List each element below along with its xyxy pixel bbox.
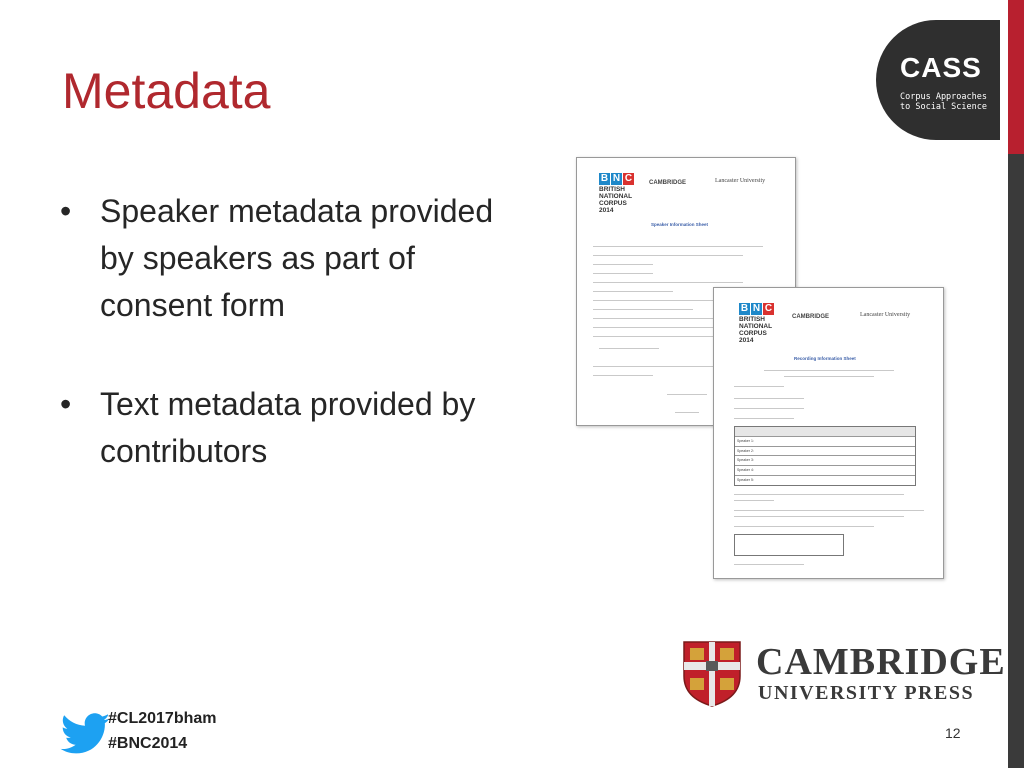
form-line [734, 510, 924, 511]
mini-lancaster-logo: Lancaster University [860, 312, 911, 318]
speaker-table-row: Speaker 4: [735, 466, 915, 476]
bnc-letter: C [764, 303, 773, 314]
form-line [734, 386, 784, 387]
recording-information-sheet-image [713, 287, 944, 579]
cass-logo-subtitle: Corpus Approaches to Social Science [900, 92, 987, 112]
form-line [593, 375, 653, 376]
form-line [593, 318, 733, 319]
speaker-table-row: Speaker 3: [735, 456, 915, 466]
page-number: 12 [945, 725, 961, 741]
form-line [764, 370, 894, 371]
form-line [593, 291, 673, 292]
bullet-glyph: • [60, 193, 72, 229]
form-line [784, 376, 874, 377]
bullet-text: Text metadata provided by contributors [100, 386, 476, 469]
hashtag-cl2017bham: #CL2017bham [108, 710, 217, 727]
form-line [734, 418, 794, 419]
speaker-table-row: Speaker 5: [737, 477, 754, 482]
cass-logo-name: CASS [900, 52, 982, 83]
form-line [734, 398, 804, 399]
bullet-glyph: • [60, 386, 72, 422]
bnc-logo [599, 168, 635, 214]
form-line [593, 255, 743, 256]
speaker-table-row: Speaker 2: [735, 447, 915, 457]
relationship-table [734, 534, 844, 556]
cambridge-shield-icon [682, 640, 742, 708]
hashtag-bnc2014: #BNC2014 [108, 735, 188, 752]
bnc-letter: N [752, 303, 761, 314]
cambridge-university-press-logo [682, 640, 1006, 712]
form-line [593, 282, 743, 283]
bnc-letter: C [624, 173, 633, 184]
bullet-text: Speaker metadata provided by speakers as part of consent form [100, 193, 494, 323]
form-line [734, 494, 904, 495]
recording-sheet-title: Recording Information Sheet [794, 356, 856, 361]
cup-logo-line2: UNIVERSITY PRESS [758, 682, 975, 704]
mini-lancaster-logo: Lancaster University [715, 178, 766, 184]
form-line [734, 408, 804, 409]
form-line [734, 526, 874, 527]
bullet-item [56, 381, 516, 475]
twitter-bird-icon [60, 712, 108, 754]
mini-cambridge-logo: CAMBRIDGE [792, 314, 829, 320]
speaker-table-row: Speaker 1: [735, 437, 915, 447]
bnc-letter: B [600, 173, 609, 184]
bnc-subtitle: BRITISH NATIONAL CORPUS 2014 [599, 186, 633, 214]
form-line [667, 394, 707, 395]
mini-cambridge-logo: CAMBRIDGE [649, 180, 686, 186]
form-line [593, 273, 653, 274]
form-line [593, 309, 693, 310]
cup-logo-line1: CAMBRIDGE [756, 641, 1006, 683]
form-line [593, 264, 653, 265]
form-line [599, 348, 659, 349]
bullet-item [56, 188, 516, 329]
form-line [734, 500, 774, 501]
speaker-table-header [735, 427, 915, 437]
form-line [734, 516, 904, 517]
right-accent-bar [1008, 0, 1024, 768]
form-line [734, 564, 804, 565]
bnc-letter: N [612, 173, 621, 184]
bullet-list [56, 188, 516, 527]
right-accent-bar-red [1008, 0, 1024, 154]
cass-logo [876, 20, 1000, 140]
form-line [675, 412, 699, 413]
bnc-logo [739, 298, 775, 344]
form-line [593, 246, 763, 247]
speaker-table [734, 426, 916, 486]
speaker-sheet-title: Speaker Information Sheet [651, 222, 709, 227]
slide-title: Metadata [62, 63, 271, 119]
form-line [593, 366, 713, 367]
bnc-letter: B [740, 303, 749, 314]
bnc-subtitle: BRITISH NATIONAL CORPUS 2014 [739, 316, 773, 344]
